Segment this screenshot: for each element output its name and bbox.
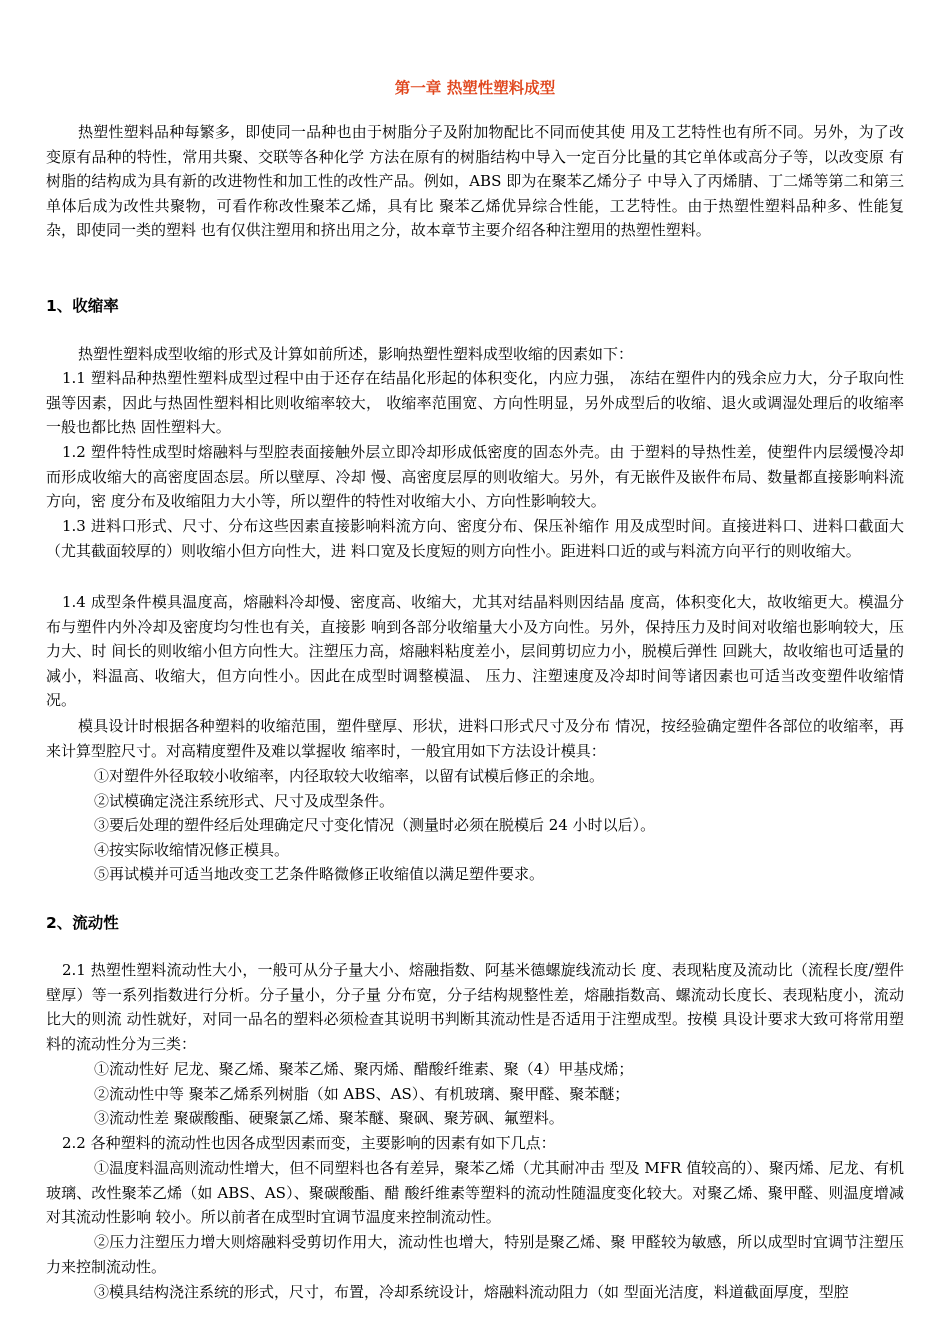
list-item: ⑤再试模并可适当地改变工艺条件略微修正收缩值以满足塑件要求。 xyxy=(94,865,545,883)
list-item: ①对塑件外径取较小收缩率，内径取较大收缩率，以留有试模后修正的余地。 xyxy=(94,767,605,785)
list-item: ②试模确定浇注系统形式、尺寸及成型条件。 xyxy=(94,792,395,810)
intro-paragraph: 热塑性塑料品种每繁多，即使同一品种也由于树脂分子及附加物配比不同而使其使 用及工艺特性也有所不同。另外，为了改变原有品种的特性，常用共聚、交联等各种化学 方法在原有的树脂结构中导入一定百分比量的其它单体或高分子等，以改变原 有树脂的结构成为具有新的改进物性和加工性的改性产品。例如，ABS 即为在聚苯乙烯分子 中导入了丙烯腈、丁二烯等第二和第三单体后成为改性共聚物，可看作称改性聚苯乙烯，具有比 聚苯乙烯优异综合性能，工艺特性。由于热塑性塑料品种多、性能复杂，即使同一类的塑料 也有仅供注塑用和挤出用之分，故本章节主要介绍各种注塑用的热塑性塑料。 xyxy=(46,123,904,239)
shrinkage-1-1: 1.1 塑料品种热塑性塑料成型过程中由于还存在结晶化形起的体积变化，内应力强， 冻结在塑件内的残余应力大，分子取向性强等因素，因此与热固性塑料相比则收缩率较大， 收缩率范围宽、方向性明显，另外成型后的收缩、退火或调湿处理后的收缩率一般也都比热 固性塑料大。 xyxy=(46,369,904,436)
list-item: ①温度料温高则流动性增大，但不同塑料也各有差异，聚苯乙烯（尤其耐冲击 型及 MFR 值较高的）、聚丙烯、尼龙、有机玻璃、改性聚苯乙烯（如 ABS、AS）、聚碳酸酯、醋 酸纤维素等塑料的流动性随温度变化较大。对聚乙烯、聚甲醛、则温度增减对其流动性影响 较小。所以前者在成型时宜调节温度来控制流动性。 xyxy=(46,1159,904,1226)
list-item: ①流动性好 尼龙、聚乙烯、聚苯乙烯、聚丙烯、醋酸纤维素、聚（4）甲基戍烯； xyxy=(94,1060,634,1078)
shrinkage-intro: 热塑性塑料成型收缩的形式及计算如前所述，影响热塑性塑料成型收缩的因素如下： xyxy=(78,345,634,363)
list-item: ③流动性差 聚碳酸酯、硬聚氯乙烯、聚苯醚、聚砜、聚芳砜、氟塑料。 xyxy=(94,1109,564,1127)
list-item: ③模具结构浇注系统的形式，尺寸，布置，冷却系统设计，熔融料流动阻力（如 型面光洁度，料道截面厚度，型腔 xyxy=(94,1283,849,1301)
chapter-title: 第一章 热塑性塑料成型 xyxy=(394,79,556,97)
list-item: ③要后处理的塑件经后处理确定尺寸变化情况（测量时必须在脱模后 24 小时以后）。 xyxy=(94,816,656,834)
flowability-2-2: 2.2 各种塑料的流动性也因各成型因素而变，主要影响的因素有如下几点： xyxy=(62,1134,556,1152)
section-heading-shrinkage: 1、收缩率 xyxy=(46,297,119,315)
shrinkage-1-3: 1.3 进料口形式、尺寸、分布这些因素直接影响料流方向、密度分布、保压补缩作 用及成型时间。直接进料口、进料口截面大（尤其截面较厚的）则收缩小但方向性大，进 料口宽及长度短的则方向性小。距进料口近的或与料流方向平行的则收缩大。 xyxy=(46,517,904,560)
section-heading-flowability: 2、流动性 xyxy=(46,914,119,932)
shrinkage-1-4: 1.4 成型条件模具温度高，熔融料冷却慢、密度高、收缩大，尤其对结晶料则因结晶 度高，体积变化大，故收缩更大。模温分布与塑件内外冷却及密度均匀性也有关，直接影 响到各部分收缩量大小及方向性。另外，保持压力及时间对收缩也影响较大，压力大、时 间长的则收缩小但方向性大。注塑压力高，熔融料粘度差小，层间剪切应力小，脱模后弹性 回跳大，故收缩也可适量的减小，料温高、收缩大，但方向性小。因此在成型时调整模温、 压力、注塑速度及冷却时间等诸因素也可适当改变塑件收缩情况。 xyxy=(46,593,904,709)
mold-design-paragraph: 模具设计时根据各种塑料的收缩范围，塑件壁厚、形状，进料口形式尺寸及分布 情况，按经验确定塑件各部位的收缩率，再来计算型腔尺寸。对高精度塑件及难以掌握收 缩率时，一般宜用如下方法设计模具： xyxy=(46,717,904,760)
list-item: ②流动性中等 聚苯乙烯系列树脂（如 ABS、AS）、有机玻璃、聚甲醛、聚苯醚； xyxy=(94,1085,630,1103)
list-item: ②压力注塑压力增大则熔融料受剪切作用大，流动性也增大，特别是聚乙烯、聚 甲醛较为敏感，所以成型时宜调节注塑压力来控制流动性。 xyxy=(46,1233,904,1276)
list-item: ④按实际收缩情况修正模具。 xyxy=(94,841,290,859)
shrinkage-1-2: 1.2 塑件特性成型时熔融料与型腔表面接触外层立即冷却形成低密度的固态外壳。由 于塑料的导热性差，使塑件内层缓慢冷却而形成收缩大的高密度固态层。所以壁厚、冷却 慢、高密度层厚的则收缩大。另外，有无嵌件及嵌件布局、数量都直接影响料流方向，密 度分布及收缩阻力大小等，所以塑件的特性对收缩大小、方向性影响较大。 xyxy=(46,443,904,510)
flowability-2-1: 2.1 热塑性塑料流动性大小，一般可从分子量大小、熔融指数、阿基米德螺旋线流动长 度、表现粘度及流动比（流程长度/塑件壁厚）等一系列指数进行分析。分子量小，分子量 分布宽，分子结构规整性差，熔融指数高、螺流动长度长、表现粘度小，流动比大的则流 动性就好，对同一品名的塑料必须检查其说明书判断其流动性是否适用于注塑成型。按模 具设计要求大致可将常用塑料的流动性分为三类： xyxy=(46,961,904,1053)
